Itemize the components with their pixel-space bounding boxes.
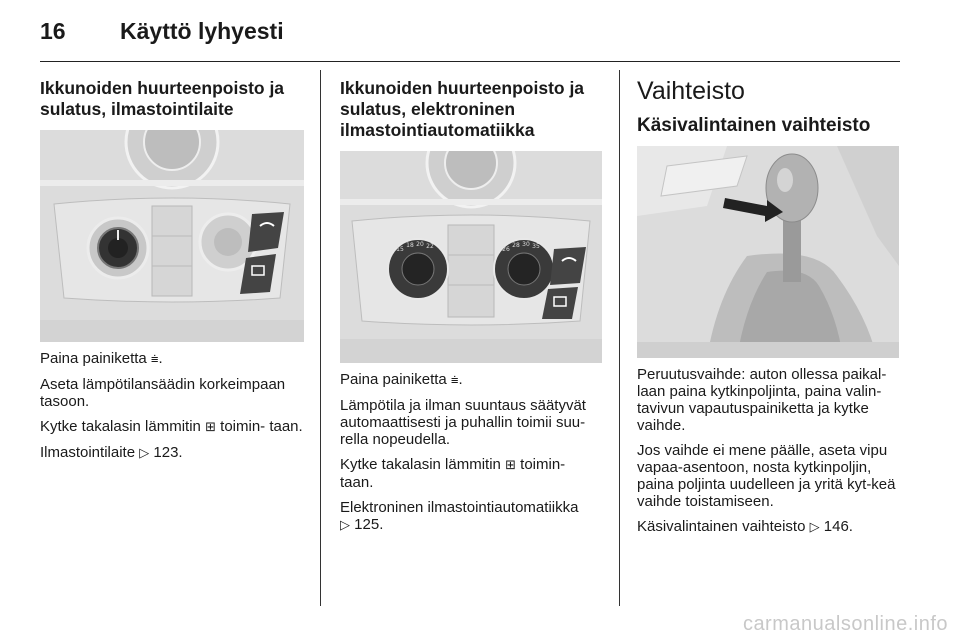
paragraph: Aseta lämpötilansäädin korkeimpaan tasoon.: [40, 376, 286, 410]
dial-label: 20: [416, 241, 424, 248]
paragraph: Paina painiketta ⩧.: [340, 371, 463, 388]
gear-lever-image: [637, 146, 899, 358]
column-transmission: [637, 70, 899, 536]
paragraph: Ilmastointilaite ▷ 123.: [40, 444, 183, 461]
section-heading: Ikkunoiden huurteenpoisto ja sulatus, ilmastointilaite: [40, 78, 285, 119]
page-number: 16: [40, 18, 66, 44]
climate-control-panel-image: [340, 151, 602, 363]
dial-label: 35: [532, 243, 540, 250]
column-divider: [619, 70, 620, 606]
paragraph: Peruutusvaihde: auton ollessa paikal-laan paina kytkinpoljinta, paina valin-tavivun vapautuspainiketta ja kytke vaihde.: [637, 366, 887, 434]
section-heading: Ikkunoiden huurteenpoisto ja sulatus, elektroninen ilmastointiautomatiikka: [340, 78, 585, 140]
dial-label: 18: [406, 242, 414, 249]
column-divider: [320, 70, 321, 606]
chapter-title: Käyttö lyhyesti: [120, 18, 284, 44]
paragraph: Kytke takalasin lämmitin ⊞ toimin- taan.: [340, 456, 566, 491]
watermark: carmanualsonline.info: [742, 613, 948, 635]
paragraph: Käsivalintainen vaihteisto ▷ 146.: [637, 518, 853, 535]
dial-label: 26: [502, 246, 510, 253]
rear-window-heater-icon: ⊞: [205, 420, 216, 435]
header-rule: [40, 61, 900, 62]
ac-control-panel-image: [40, 130, 304, 342]
rear-window-heater-icon: ⊞: [505, 458, 516, 473]
section-subtitle: Käsivalintainen vaihteisto: [637, 115, 871, 136]
page-header: [40, 18, 284, 46]
column-climate-defrost: [340, 70, 602, 534]
dial-label: 22: [426, 243, 434, 250]
paragraph: Paina painiketta ⩧.: [40, 350, 163, 367]
column-ac-defrost: [40, 70, 304, 462]
dial-label: 15: [396, 246, 404, 253]
windscreen-defrost-icon: ⩧: [450, 373, 459, 388]
reference-arrow-icon: ▷: [340, 518, 350, 533]
page-reference[interactable]: 146.: [823, 518, 853, 535]
paragraph: Jos vaihde ei mene päälle, aseta vipu vapaa-asentoon, nosta kytkinpoljin, paina poljinta uudelleen ja yritä kyt-keä vaihde toistamiseen.: [637, 442, 896, 510]
paragraph: Elektroninen ilmastointiautomatiikka ▷ 125.: [340, 499, 579, 533]
reference-arrow-icon: ▷: [809, 520, 820, 535]
section-title: Vaihteisto: [637, 77, 745, 105]
dial-label: 30: [522, 241, 530, 248]
paragraph: Kytke takalasin lämmitin ⊞ toimin- taan.: [40, 418, 303, 435]
reference-arrow-icon: ▷: [139, 446, 150, 461]
page-reference[interactable]: 123.: [153, 444, 183, 461]
dial-label: 28: [512, 242, 520, 249]
windscreen-defrost-icon: ⩧: [150, 352, 159, 367]
page-reference[interactable]: 125.: [354, 516, 384, 533]
paragraph: Lämpötila ja ilman suuntaus säätyvät automaattisesti ja puhallin toimii suu-rella nopeudella.: [340, 397, 586, 448]
